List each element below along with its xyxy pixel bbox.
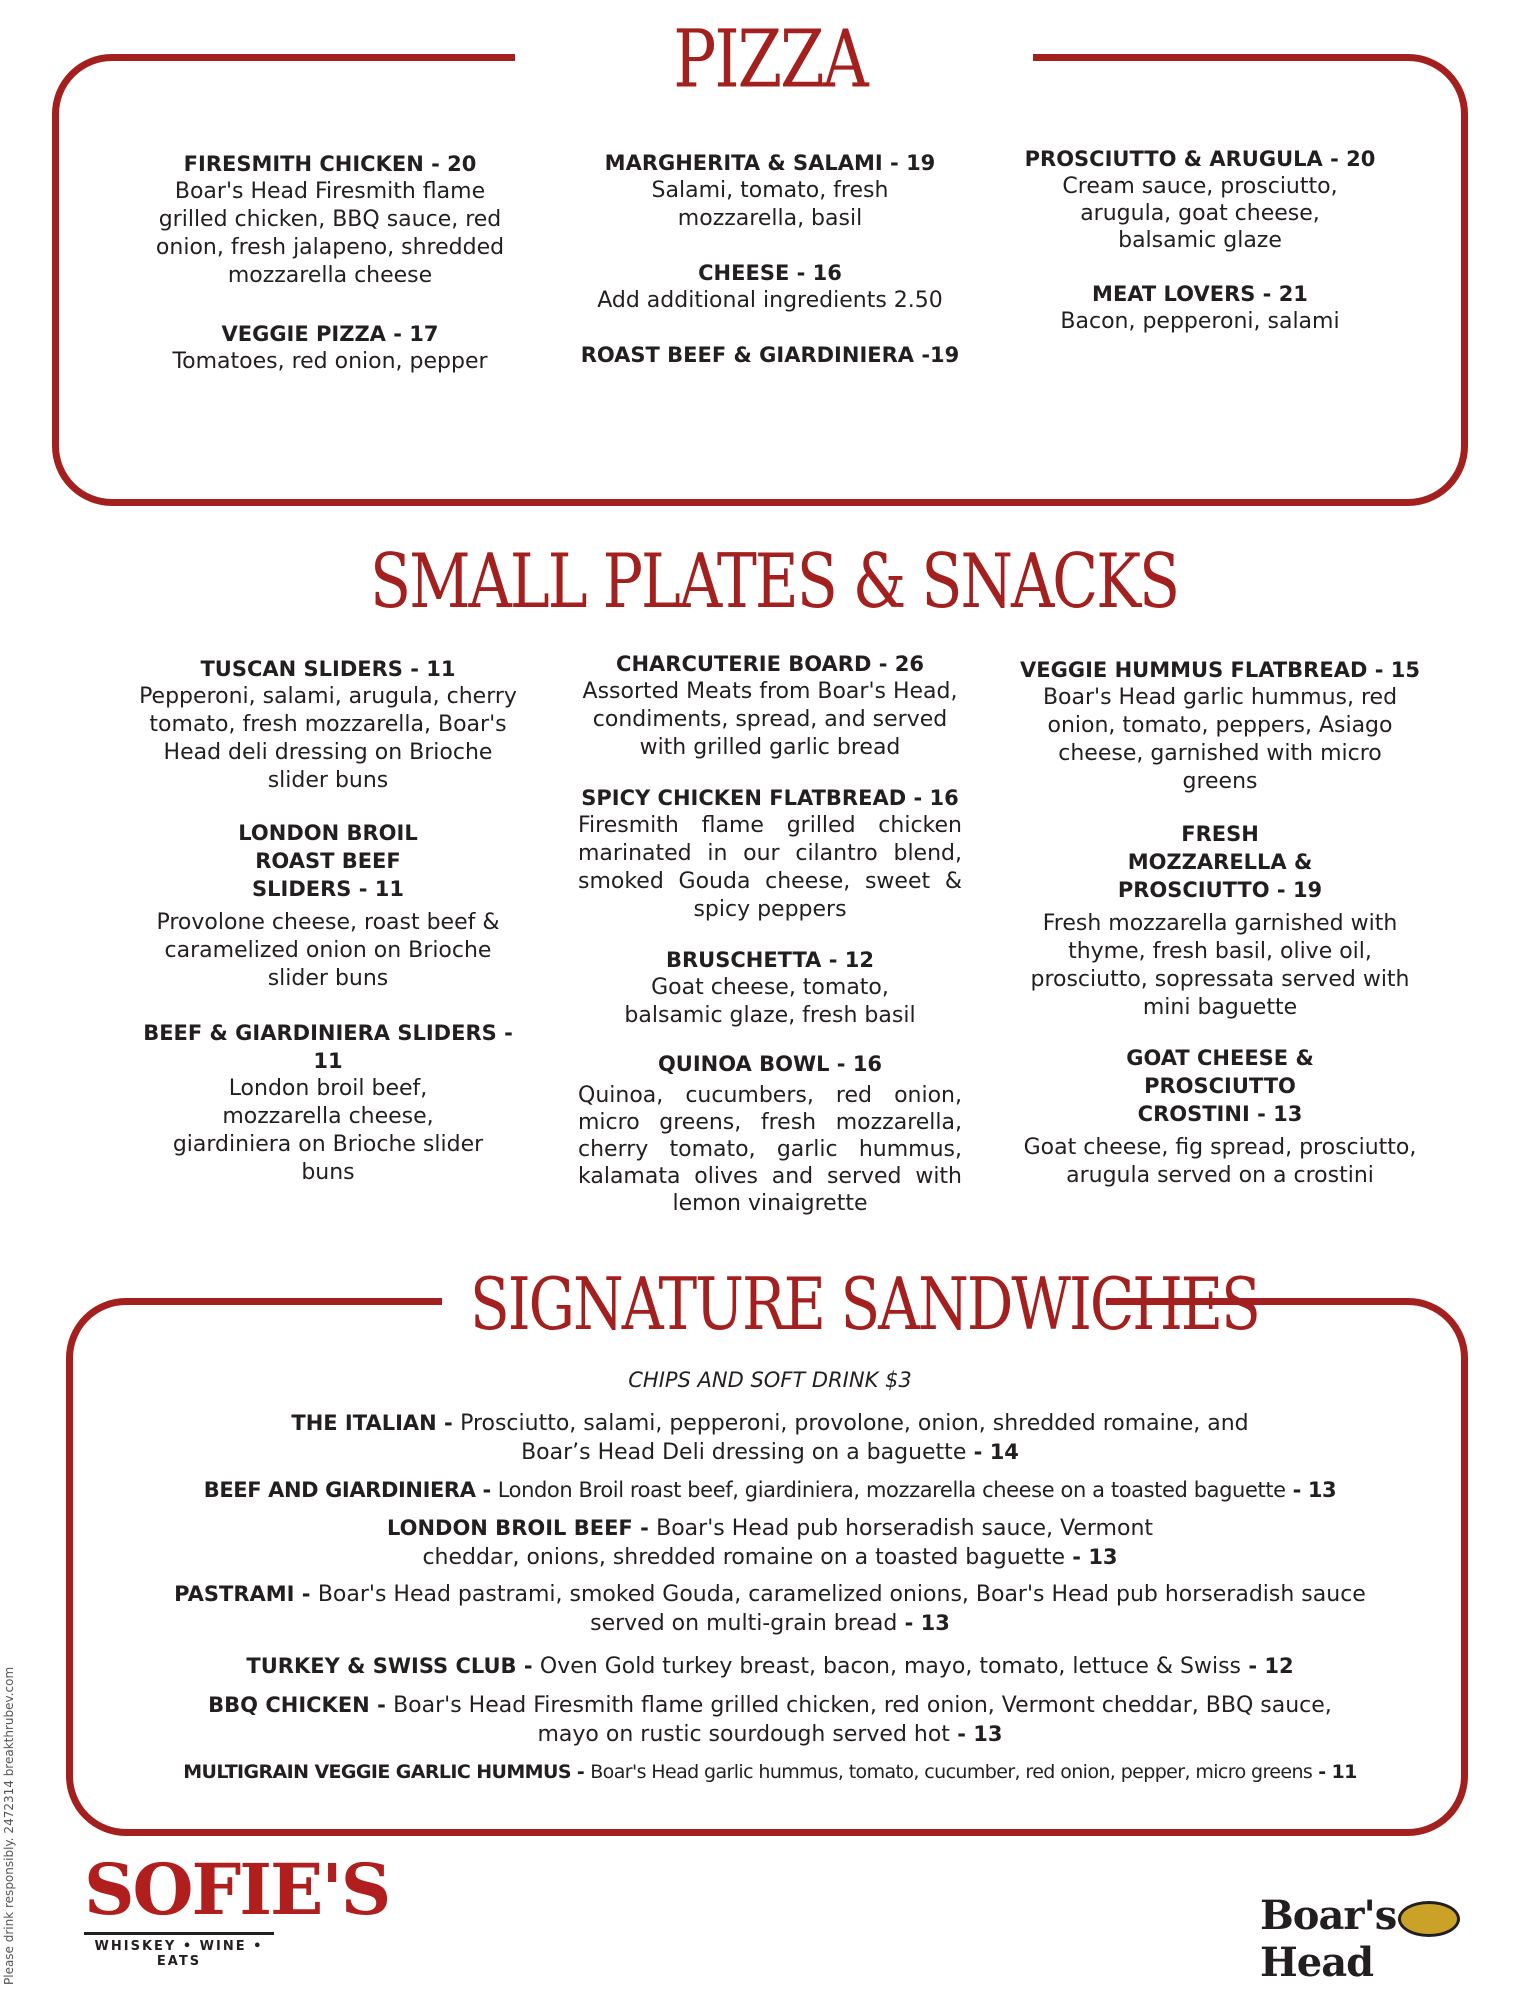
item-price: - 14 [966,1440,1019,1464]
boar-emblem-icon [1398,1901,1460,1937]
menu-item [140,320,520,376]
item-description: Boar's Head Firesmith flame grilled chicken, red onion, Vermont cheddar, BBQ sauce, mayo on rustic sourdough served hot [393,1693,1332,1747]
item-description: Add additional ingredients 2.50 [597,288,943,313]
menu-item [570,784,970,924]
menu-item [1020,145,1380,254]
item-name: QUINOA BOWL - 16 [657,1052,883,1076]
sofies-logo-wordmark: SOFIE'S [84,1848,390,1931]
item-name: LONDON BROIL BEEF - [386,1516,657,1540]
item-price: - 13 [897,1611,950,1635]
item-name: ROAST BEEF & GIARDINIERA -19 [580,343,960,367]
disclaimer-text: Please drink responsibly. 2472314 breakthrubev.com [2,1666,16,1985]
boars-head-logo [1260,1892,1538,1986]
menu-item [1010,1044,1430,1190]
item-name: MEAT LOVERS - 21 [1092,282,1308,306]
item-description: Bacon, pepperoni, salami [1060,309,1340,334]
menu-item [128,819,528,993]
item-description: Boar's Head garlic hummus, red onion, tomato, peppers, Asiago cheese, garnished with micro greens [1042,685,1398,794]
menu-item [140,150,520,290]
item-price: - 12 [1241,1654,1294,1678]
menu-item [570,650,970,762]
small-plates-column-3 [1010,656,1430,1216]
sandwich-item [95,1652,1445,1681]
item-name: LONDON BROIL ROAST BEEF SLIDERS - 11 [238,821,418,901]
menu-item [570,1050,970,1217]
item-price: - 13 [1285,1478,1337,1502]
item-description: Cream sauce, prosciutto, arugula, goat cheese, balsamic glaze [1062,174,1338,253]
item-price: - 13 [949,1722,1003,1746]
item-name: VEGGIE PIZZA - 17 [221,322,439,346]
pizza-column-1 [140,150,520,402]
item-name: CHARCUTERIE BOARD - 26 [616,652,924,676]
menu-item [128,655,528,795]
item-description: Boar's Head garlic hummus, tomato, cucumber, red onion, pepper, micro greens [590,1761,1313,1783]
item-description: London Broil roast beef, giardiniera, mozzarella cheese on a toasted baguette [497,1478,1286,1502]
menu-item [1020,280,1380,336]
sandwich-item [95,1476,1445,1504]
item-price: - 11 [1312,1761,1357,1783]
sofies-logo [84,1848,390,1969]
menu-item [1010,656,1430,796]
menu-item [570,149,970,233]
menu-item [128,1019,528,1187]
item-description: Goat cheese, fig spread, prosciutto, arugula served on a crostini [1023,1135,1417,1188]
sandwich-item [95,1580,1445,1638]
menu-item [570,259,970,315]
small-plates-column-2 [570,650,970,1243]
item-description: Quinoa, cucumbers, red onion, micro greens, fresh mozzarella, cherry tomato, garlic hummus, kalamata olives and served with lemon vinaigrette [578,1083,962,1216]
item-name: BBQ CHICKEN - [208,1693,394,1717]
item-name: FRESH MOZZARELLA & PROSCIUTTO - 19 [1117,822,1323,902]
item-description: Boar's Head pub horseradish sauce, Vermont cheddar, onions, shredded romaine on a toasted baguette [422,1516,1154,1570]
sandwich-item [95,1514,1445,1572]
item-name: MULTIGRAIN VEGGIE GARLIC HUMMUS - [183,1761,591,1783]
item-name: PASTRAMI - [174,1582,318,1606]
item-price: - 13 [1064,1545,1118,1569]
item-description: London broil beef, mozzarella cheese, giardiniera on Brioche slider buns [172,1076,484,1185]
item-description: Tomatoes, red onion, pepper [172,349,488,374]
item-name: TURKEY & SWISS CLUB - [246,1654,540,1678]
item-name: BRUSCHETTA - 12 [665,948,874,972]
sofies-logo-tagline: WHISKEY • WINE • EATS [84,1932,274,1969]
sandwiches-subtitle: CHIPS AND SOFT DRINK $3 [628,1368,912,1392]
item-description: Boar's Head Firesmith flame grilled chicken, BBQ sauce, red onion, fresh jalapeno, shredded mozzarella cheese [155,179,505,288]
item-name: TUSCAN SLIDERS - 11 [200,657,456,681]
item-name: CHEESE - 16 [698,261,842,285]
sandwiches-title: SIGNATURE SANDWICHES [470,1261,1259,1347]
small-plates-column-1 [128,655,528,1213]
pizza-column-2 [570,149,970,395]
item-description: Boar's Head pastrami, smoked Gouda, caramelized onions, Boar's Head pub horseradish sauce served on multi-grain bread [317,1582,1366,1636]
item-name: MARGHERITA & SALAMI - 19 [604,151,936,175]
item-name: GOAT CHEESE & PROSCIUTTO CROSTINI - 13 [1126,1046,1314,1126]
item-description: Provolone cheese, roast beef & caramelized onion on Brioche slider buns [156,910,500,991]
item-description: Goat cheese, tomato, balsamic glaze, fresh basil [624,975,916,1028]
item-description: Fresh mozzarella garnished with thyme, fresh basil, olive oil, prosciutto, sopressata served with mini baguette [1030,911,1410,1020]
item-description: Prosciutto, salami, pepperoni, provolone, onion, shredded romaine, and Boar’s Head Deli dressing on a baguette [460,1411,1249,1465]
item-name: THE ITALIAN - [291,1411,461,1435]
item-name: BEEF & GIARDINIERA SLIDERS - 11 [143,1021,513,1073]
item-description: Firesmith flame grilled chicken marinated in our cilantro blend, smoked Gouda cheese, sweet & spicy peppers [578,813,962,922]
item-name: PROSCIUTTO & ARUGULA - 20 [1024,147,1376,171]
small-plates-title: SMALL PLATES & SNACKS [370,538,1179,626]
item-name: VEGGIE HUMMUS FLATBREAD - 15 [1020,658,1420,682]
item-description: Pepperoni, salami, arugula, cherry tomato, fresh mozzarella, Boar's Head deli dressing on Brioche slider buns [139,684,517,793]
item-name: FIRESMITH CHICKEN - 20 [183,152,477,176]
sandwich-item [70,1758,1470,1786]
pizza-column-3 [1020,145,1380,362]
item-description: Oven Gold turkey breast, bacon, mayo, tomato, lettuce & Swiss [539,1654,1242,1679]
item-name: SPICY CHICKEN FLATBREAD - 16 [581,786,959,810]
item-name: BEEF AND GIARDINIERA - [203,1478,498,1502]
menu-item [570,341,970,369]
boars-head-wordmark-b: Head [1260,1939,1374,1986]
sandwich-item [95,1691,1445,1749]
sandwich-item [95,1409,1445,1467]
boars-head-wordmark-a: Boar's [1260,1892,1397,1939]
item-description: Salami, tomato, fresh mozzarella, basil [651,178,889,231]
item-description: Assorted Meats from Boar's Head, condiments, spread, and served with grilled garlic bread [582,679,958,760]
pizza-title: PIZZA [673,13,867,107]
menu-item [570,946,970,1030]
menu-item [1010,820,1430,1022]
